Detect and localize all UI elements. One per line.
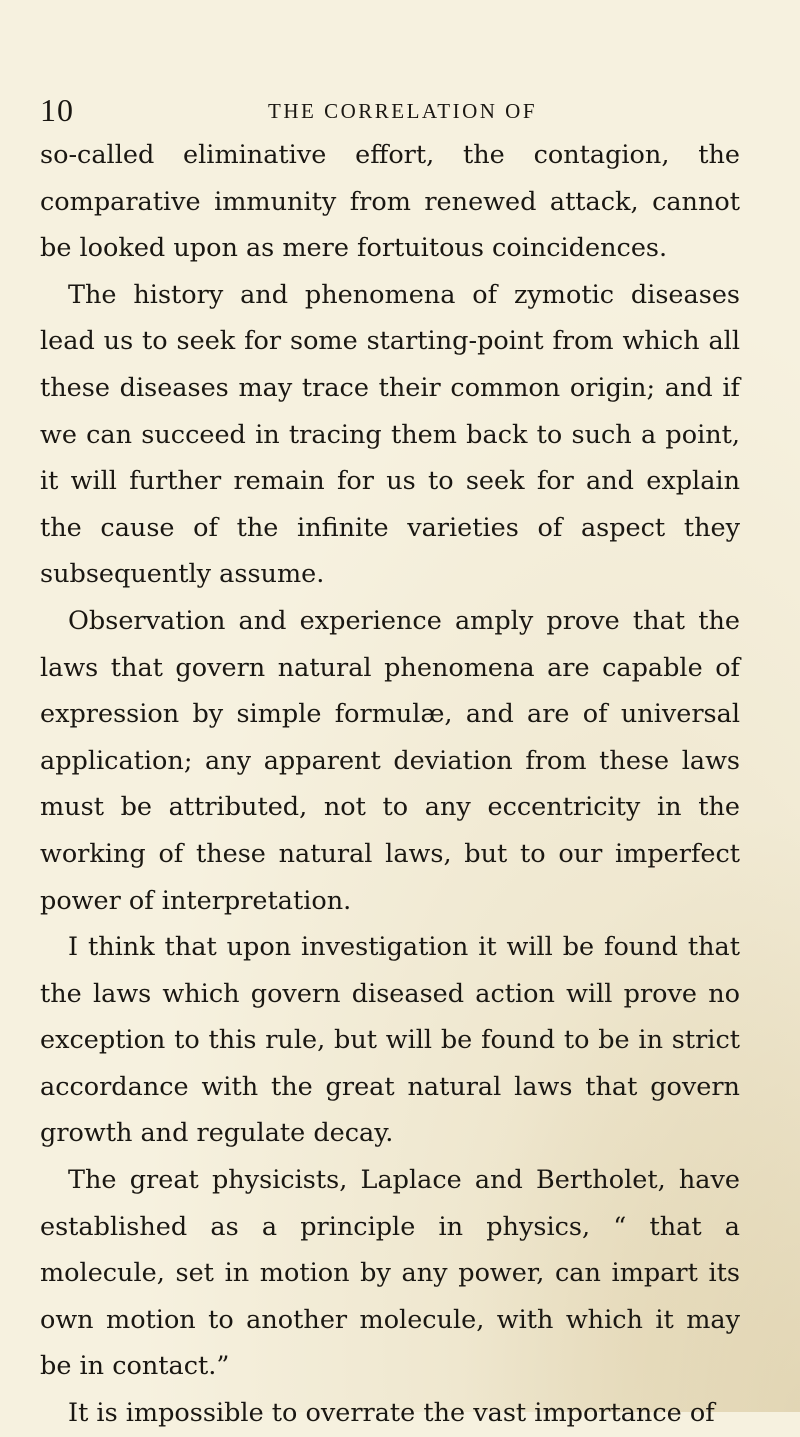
paragraph: I think that upon investigation it will be found that the laws which govern diseased action will prove no exception to this rule, but will be found to be in strict accordance with the great natural laws that govern growth and regulate decay.: [40, 932, 740, 1149]
paragraph: Observation and experience amply prove that the laws that govern natural phenomena are capable of expression by simple formulæ, and are of universal application; any apparent deviation from these laws must be attributed, not to any eccentricity in the working of these natural laws, but to our imperfect power of interpretation.: [40, 605, 740, 916]
paragraph: The history and phenomena of zymotic diseases lead us to seek for some starting-point from which all these diseases may trace their common origin; and if we can succeed in tracing them back to such a point, it will further remain for us to seek for and explain the cause of the infinite varieties of aspect they subsequently assume.: [40, 279, 740, 590]
body-text: [40, 132, 740, 1437]
paragraph: The great physicists, Laplace and Bertholet, have established as a principle in physics, “ that a molecule, set in motion by any power, can impart its own motion to another molecule, with which it may be in contact.”: [40, 1165, 740, 1382]
page-number: 10: [40, 92, 74, 128]
paragraph: It is impossible to overrate the vast importance of: [68, 1398, 715, 1429]
running-head: THE CORRELATION OF: [268, 99, 537, 123]
page-header: [40, 90, 760, 130]
paragraph: so-called eliminative effort, the contagion, the comparative immunity from renewed attack, cannot be looked upon as mere fortuitous coincidences.: [40, 140, 740, 264]
